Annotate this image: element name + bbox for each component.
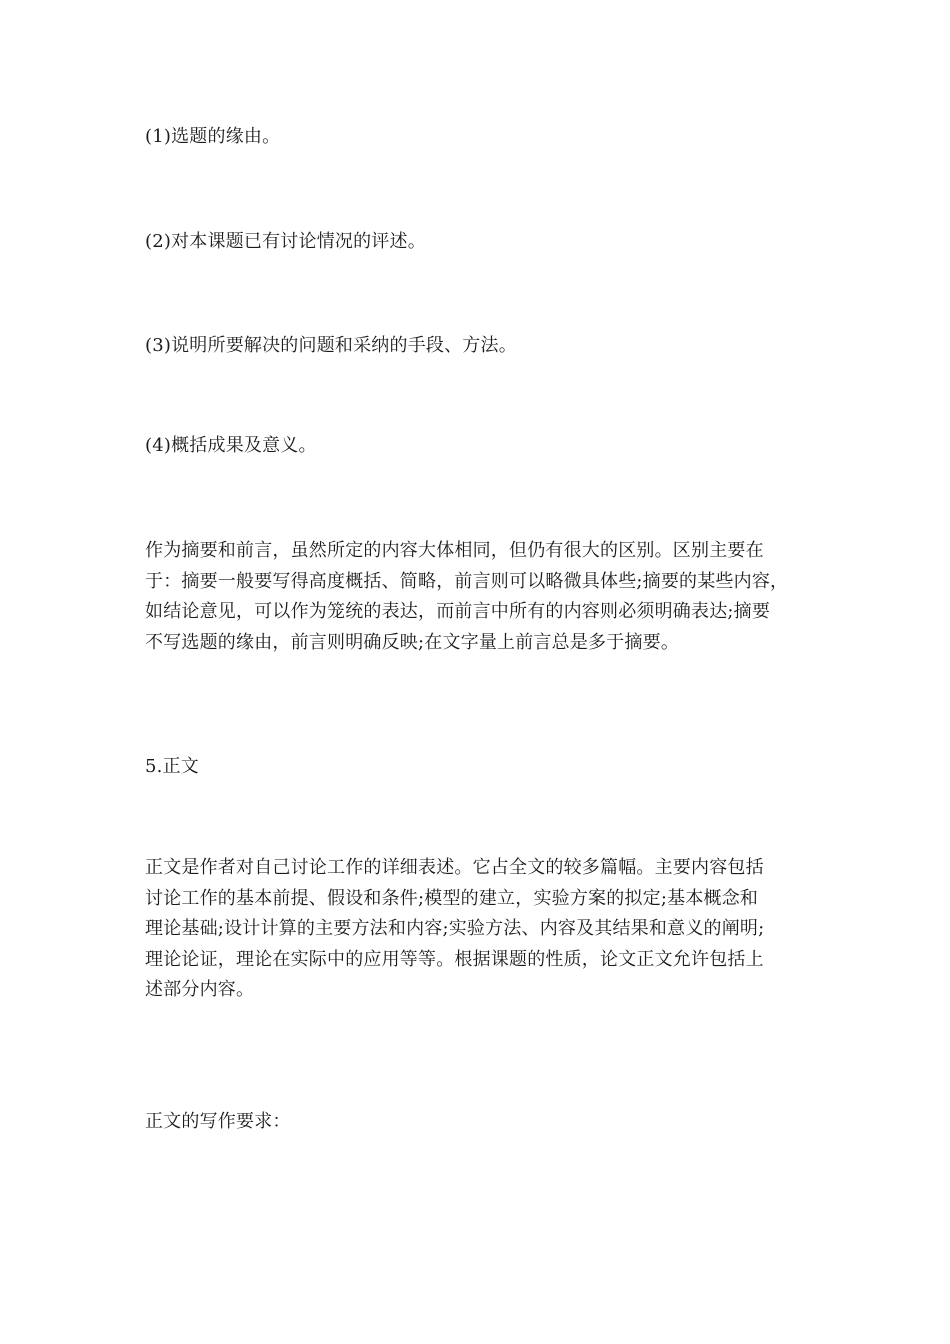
paragraph-line: 不写选题的缘由，前言则明确反映;在文字量上前言总是多于摘要。 [145, 631, 680, 653]
paragraph-line: 于：摘要一般要写得高度概括、简略，前言则可以略微具体些;摘要的某些内容， [145, 570, 789, 592]
paragraph-line: 讨论工作的基本前提、假设和条件;模型的建立，实验方案的拟定;基本概念和 [145, 887, 759, 909]
requirements-heading: 正文的写作要求： [145, 1111, 291, 1132]
paragraph-line: 正文是作者对自己讨论工作的详细表述。它占全文的较多篇幅。主要内容包括 [145, 857, 764, 878]
list-item-4: (4)概括成果及意义。 [145, 435, 317, 456]
list-item-3: (3)说明所要解决的问题和采纳的手段、方法。 [145, 335, 517, 356]
paragraph-line: 如结论意见，可以作为笼统的表达，而前言中所有的内容则必须明确表达;摘要 [145, 601, 771, 622]
list-item-2: (2)对本课题已有讨论情况的评述。 [145, 231, 426, 252]
paragraph-line: 理论论证，理论在实际中的应用等等。根据课题的性质，论文正文允许包括上 [145, 948, 764, 970]
paragraph-line: 理论基础;设计计算的主要方法和内容;实验方法、内容及其结果和意义的阐明; [145, 918, 765, 939]
paragraph-body [145, 853, 815, 1006]
section-heading: 5.正文 [145, 756, 199, 777]
paragraph-line: 作为摘要和前言，虽然所定的内容大体相同，但仍有很大的区别。区别主要在 [145, 540, 764, 561]
paragraph-line: 述部分内容。 [145, 979, 255, 1000]
paragraph-abstract-vs-preface [145, 536, 815, 658]
list-item-1: (1)选题的缘由。 [145, 126, 281, 147]
